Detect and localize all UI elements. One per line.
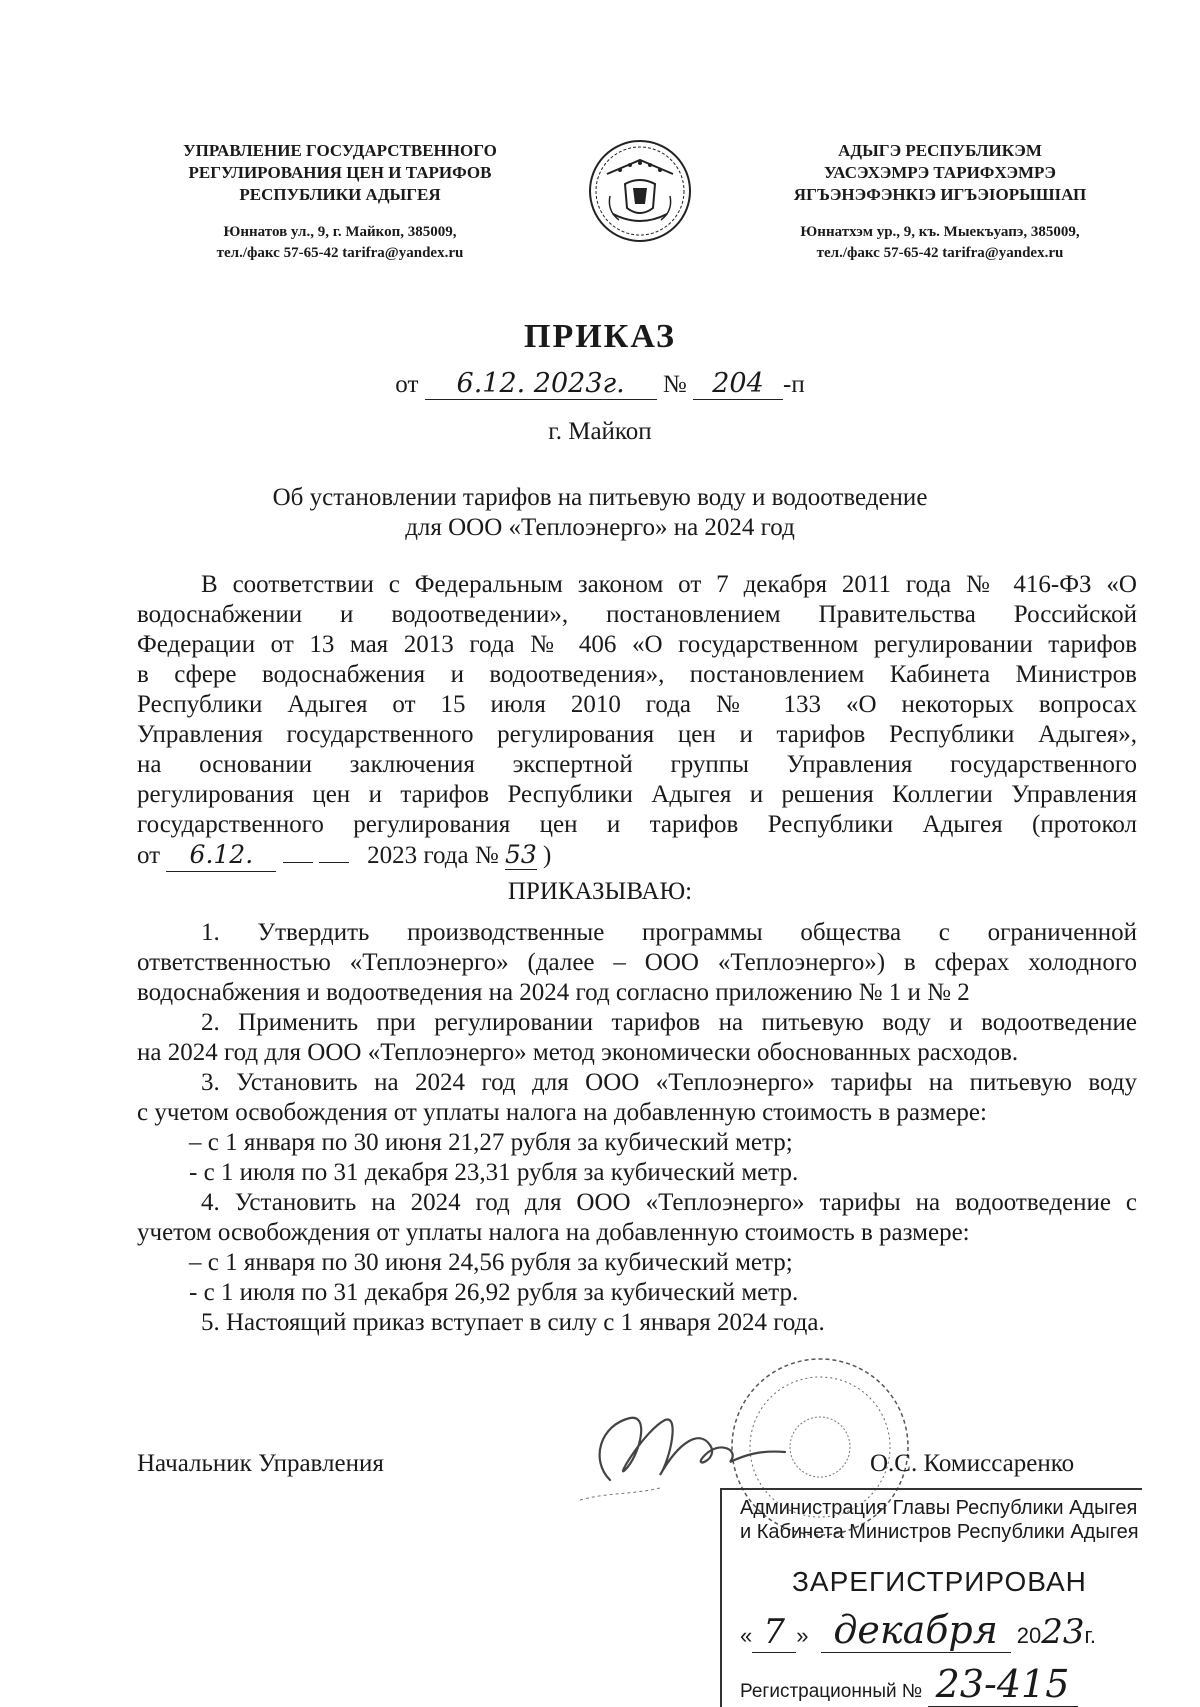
order-number-suffix: -п [783, 371, 805, 398]
protocol-from-label: от [137, 842, 161, 869]
preamble-line: Управления государственного регулирования цен и тарифов Республики Адыгея», [137, 721, 1137, 748]
stamp-status: ЗАРЕГИСТРИРОВАН [792, 1566, 1087, 1597]
preamble-paragraph [137, 570, 1137, 872]
contacts-ady: тел./факс 57-65-42 tarifra@yandex.ru [816, 245, 1064, 261]
item4-line: 4. Установить на 2024 год для ООО «Теплоэнерго» тарифы на водоотведение с [201, 1189, 1137, 1216]
stamp-reg-label: Регистрационный № [740, 1681, 923, 1702]
order-date-handwritten: 6.12. 2023г. [456, 368, 625, 399]
stamp-year-suffix: г. [1084, 1623, 1096, 1648]
item3-rate: – с 1 января по 30 июня 21,27 рубля за кубический метр; [189, 1129, 793, 1156]
number-label: № [662, 371, 687, 398]
signatory-name: О.С. Комиссаренко [870, 1450, 1075, 1477]
protocol-line [137, 840, 1137, 872]
item4-rate: – с 1 января по 30 июня 24,56 рубля за кубический метр; [189, 1249, 793, 1276]
org-name-ru-line3: РЕСПУБЛИКИ АДЫГЕЯ [239, 185, 441, 204]
item2-line: на 2024 год для ООО «Теплоэнерго» метод экономически обоснованных расходов. [137, 1039, 1019, 1066]
order-number-handwritten: 204 [712, 368, 764, 399]
item5-line: 5. Настоящий приказ вступает в силу с 1 января 2024 года. [201, 1309, 825, 1336]
subject-line1: Об установлении тарифов на питьевую воду и водоотведение [272, 484, 928, 511]
org-name-ru-line2: РЕГУЛИРОВАНИЯ ЦЕН И ТАРИФОВ [188, 163, 492, 182]
stamp-org-line1: Администрация Главы Республики Адыгея [740, 1497, 1138, 1519]
preamble-line: на основании заключения экспертной группы Управления государственного [137, 751, 1137, 778]
stamp-org-line2: и Кабинета Министров Республики Адыгея [740, 1521, 1139, 1543]
preamble-line: водоснабжении и водоотведении», постановлением Правительства Российской [137, 601, 1137, 628]
order-title: ПРИКАЗ [524, 318, 676, 355]
item3-rate: - с 1 июля по 31 декабря 23,31 рубля за кубический метр. [189, 1159, 799, 1186]
preamble-line: Федерации от 13 мая 2013 года № 406 «О государственном регулировании тарифов [137, 631, 1137, 658]
from-label: от [395, 371, 419, 398]
address-ady: Юннатхэм ур., 9, къ. Мыекъуапэ, 385009, [800, 224, 1080, 240]
subject-line2: для ООО «Теплоэнерго» на 2024 год [405, 514, 795, 541]
order-number-line [0, 368, 1200, 400]
address-ru: Юннатов ул., 9, г. Майкоп, 385009, [223, 224, 457, 240]
stamp-day-handwritten: 7 [752, 1612, 796, 1653]
header-right [740, 140, 1140, 264]
item1-line: ответственностью «Теплоэнерго» (далее – ООО «Теплоэнерго») в сферах холодного [137, 949, 1137, 976]
protocol-number-handwritten: 53 [504, 840, 537, 869]
org-name-ady-line3: ЯГЪЭНЭФЭНКIЭ ИГЪЭIОРЫШIАП [793, 185, 1087, 204]
preamble-line: регулирования цен и тарифов Республики Адыгея и решения Коллегии Управления [137, 781, 1137, 808]
item3-line: 3. Установить на 2024 год для ООО «Теплоэнерго» тарифы на питьевую воду [201, 1069, 1137, 1096]
stamp-month-handwritten: декабря [821, 1608, 1011, 1653]
item4-rate: - с 1 июля по 31 декабря 26,92 рубля за кубический метр. [189, 1279, 799, 1306]
stamp-reg-line [740, 1662, 1140, 1707]
stamp-reg-number-handwritten: 23-415 [928, 1662, 1078, 1707]
protocol-close: ) [543, 842, 552, 869]
preamble-line: В соответствии с Федеральным законом от 7 декабря 2011 года № 416-ФЗ «О [201, 571, 1137, 598]
item4-line: учетом освобождения от уплаты налога на добавленную стоимость в размере: [137, 1219, 970, 1246]
stamp-year-handwritten: 23 [1041, 1612, 1085, 1652]
items [137, 918, 1137, 1338]
stamp-year-prefix: 20 [1016, 1623, 1042, 1648]
org-name-ady-line2: УАСЭХЭМРЭ ТАРИФХЭМРЭ [824, 163, 1056, 182]
item1-line: водоснабжения и водоотведения на 2024 год согласно приложению № 1 и № 2 [137, 979, 970, 1006]
org-name-ady-line1: АДЫГЭ РЕСПУБЛИКЭМ [838, 141, 1042, 160]
preamble-line: в сфере водоснабжения и водоотведения», постановлением Кабинета Министров [137, 661, 1137, 688]
stamp-date-line: « 7 » декабря 2023г. [740, 1608, 1096, 1652]
item3-line: с учетом освобождения от уплаты налога на добавленную стоимость в размере: [137, 1099, 987, 1126]
contacts-ru: тел./факс 57-65-42 tarifra@yandex.ru [216, 245, 464, 261]
preamble-line: государственного регулирования цен и тарифов Республики Адыгея (протокол [137, 811, 1137, 838]
coat-of-arms-emblem [585, 136, 695, 246]
registration-stamp [720, 1488, 1142, 1707]
preamble-line: Республики Адыгея от 15 июля 2010 года № 133 «О некоторых вопросах [137, 691, 1137, 718]
org-name-ru-line1: УПРАВЛЕНИЕ ГОСУДАРСТВЕННОГО [183, 141, 497, 160]
decree-heading: ПРИКАЗЫВАЮ: [507, 878, 693, 905]
header-left [150, 140, 530, 264]
item2-line: 2. Применить при регулировании тарифов на питьевую воду и водоотведение [201, 1009, 1137, 1036]
item1-line: 1. Утвердить производственные программы общества с ограниченной [201, 919, 1137, 946]
protocol-year: 2023 года № [367, 842, 499, 869]
order-subject [0, 483, 1200, 543]
signatory-position: Начальник Управления [137, 1450, 384, 1477]
city: г. Майкоп [548, 418, 652, 445]
protocol-date-handwritten: 6.12. [189, 840, 254, 869]
